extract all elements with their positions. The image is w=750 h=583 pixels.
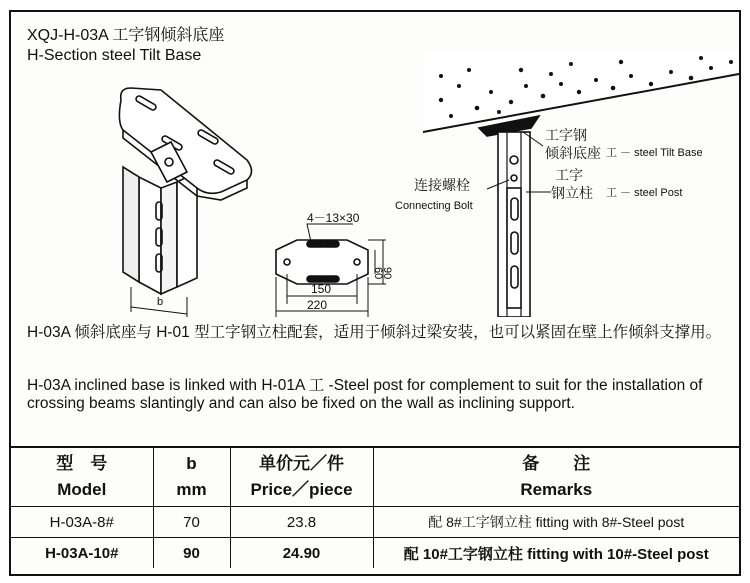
description-cn: H-03A 倾斜底座与 H-01 型工字钢立柱配套，适用于倾斜过梁安装，也可以紧固在壁上作倾斜支撑用。	[27, 324, 722, 341]
post-label-en: 工 － steel Post	[606, 187, 683, 199]
cell-price: 24.90	[230, 538, 373, 569]
dim-60-label: 60	[372, 267, 384, 280]
bolt-label-en: Connecting Bolt	[395, 200, 473, 212]
table-header-row	[11, 447, 739, 507]
dim-90-label: 90	[381, 267, 393, 280]
cell-remarks: 配 10#工字钢立柱 fitting with 10#-Steel post	[373, 538, 739, 569]
table-row	[11, 538, 739, 569]
header-price: 单价元／件 Price／piece	[230, 447, 373, 507]
technical-drawings	[11, 12, 739, 317]
post-label-cn-2: 钢立柱	[551, 185, 593, 201]
pricing-table	[11, 446, 739, 568]
dim-220-label: 220	[307, 298, 328, 312]
cell-b: 90	[153, 538, 230, 569]
table-row	[11, 507, 739, 538]
plate-plan-drawing	[276, 224, 386, 317]
isometric-tilt-base-drawing	[119, 88, 251, 317]
dim-b-label: b	[157, 296, 164, 308]
header-remarks: 备 注 Remarks	[373, 447, 739, 507]
post-label-cn-1: 工字	[555, 167, 583, 183]
cell-model: H-03A-8#	[11, 507, 153, 538]
dim-150-label: 150	[311, 282, 332, 296]
tilt-base-label-cn-1: 工字钢	[545, 127, 587, 143]
cell-price: 23.8	[230, 507, 373, 538]
description-en: H-03A inclined base is linked with H-01A 工 -Steel post for complement to suit for the installation of crossing beams slantingly and can also be fixed on the wall as inclining support.	[27, 377, 703, 412]
cell-model: H-03A-10#	[11, 538, 153, 569]
tilt-base-label-en: 工 － steel Tilt Base	[606, 147, 703, 159]
product-title-cn: XQJ-H-03A 工字钢倾斜底座	[27, 27, 225, 44]
spec-sheet	[9, 10, 741, 576]
product-title-en: H-Section steel Tilt Base	[27, 47, 202, 64]
cell-b: 70	[153, 507, 230, 538]
tilt-base-label-cn-2: 倾斜底座	[545, 145, 601, 161]
header-model: 型 号 Model	[11, 447, 153, 507]
dim-holes-label: 4－13×30	[307, 211, 360, 225]
bolt-label-cn: 连接螺栓	[414, 177, 470, 193]
cell-remarks: 配 8#工字钢立柱 fitting with 8#-Steel post	[373, 507, 739, 538]
header-b: b mm	[153, 447, 230, 507]
